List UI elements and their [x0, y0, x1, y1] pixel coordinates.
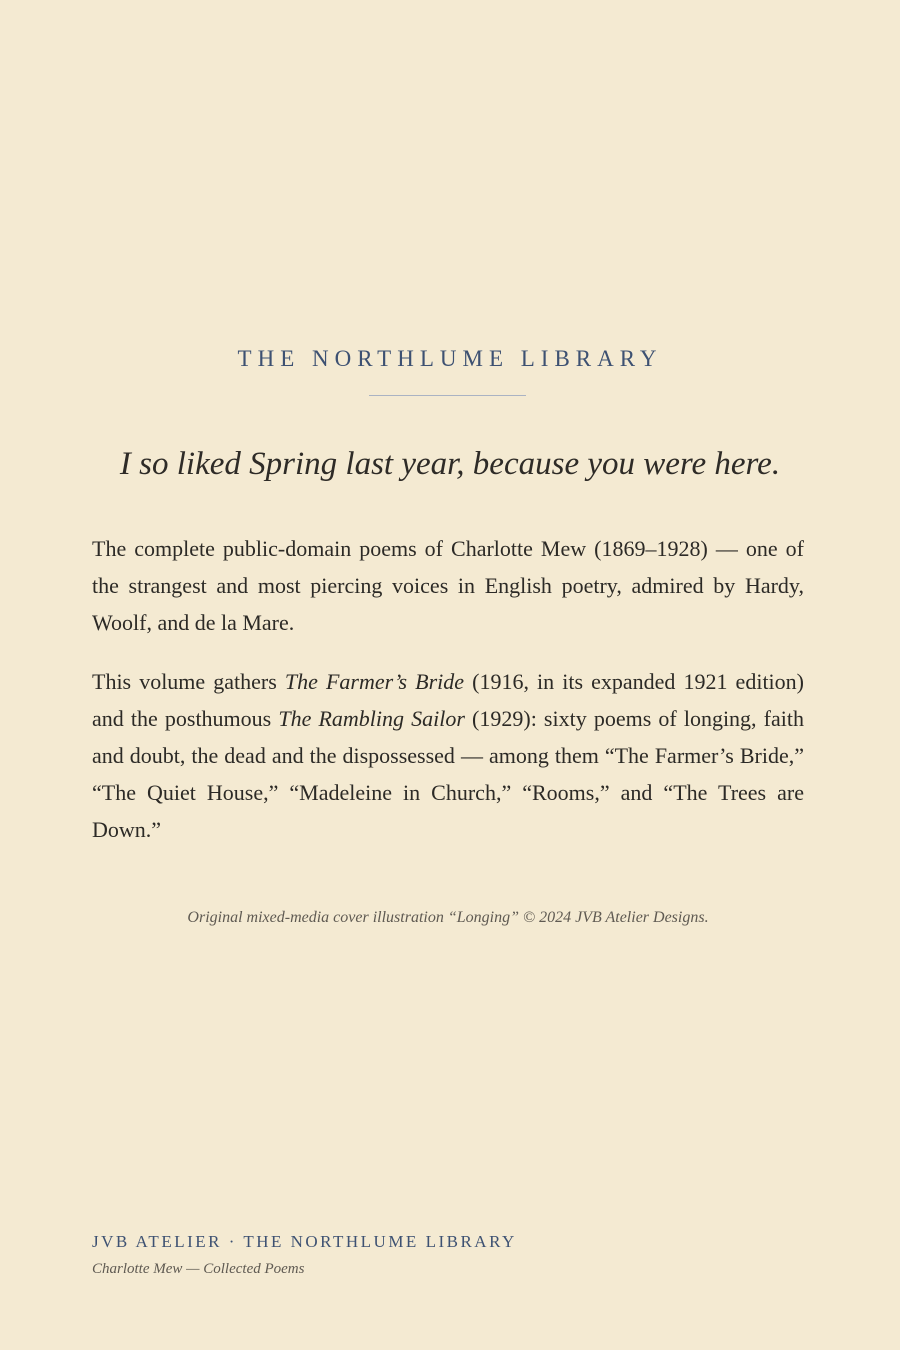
illustration-credit: Original mixed-media cover illustration “Longing” © 2024 JVB Atelier Designs. — [187, 909, 709, 926]
description-paragraph-1: The complete public-domain poems of Charlotte Mew (1869–1928) — one of the strangest and most piercing voices in English poetry, admired by Hardy, Woolf, and de la Mare. — [92, 536, 804, 635]
publisher-imprint: JVB ATELIER · THE NORTHLUME LIBRARY — [92, 1232, 517, 1251]
series-title: THE NORTHLUME LIBRARY — [237, 346, 663, 371]
divider-rule — [369, 395, 526, 396]
book-title-rambling-sailor: The Rambling Sailor — [278, 706, 465, 731]
epigraph-quote: I so liked Spring last year, because you were here. — [119, 446, 781, 482]
book-subline: Charlotte Mew — Collected Poems — [92, 1261, 305, 1277]
paragraph-2-text-b: (1916, in its expanded 1921 edition) and the posthumous — [92, 669, 804, 731]
book-title-farmers-bride: The Farmer’s Bride — [284, 669, 465, 694]
description-paragraph-2 — [92, 663, 804, 848]
paragraph-2-text-c: (1929): sixty poems of longing, faith and doubt, the dead and the dispossessed — among them “The Farmer’s Bride,” “The Quiet House,” “Madeleine in Church,” “Rooms,” and “The Trees are Down.” — [92, 706, 804, 842]
paragraph-2-text-a: This volume gathers — [92, 669, 285, 694]
